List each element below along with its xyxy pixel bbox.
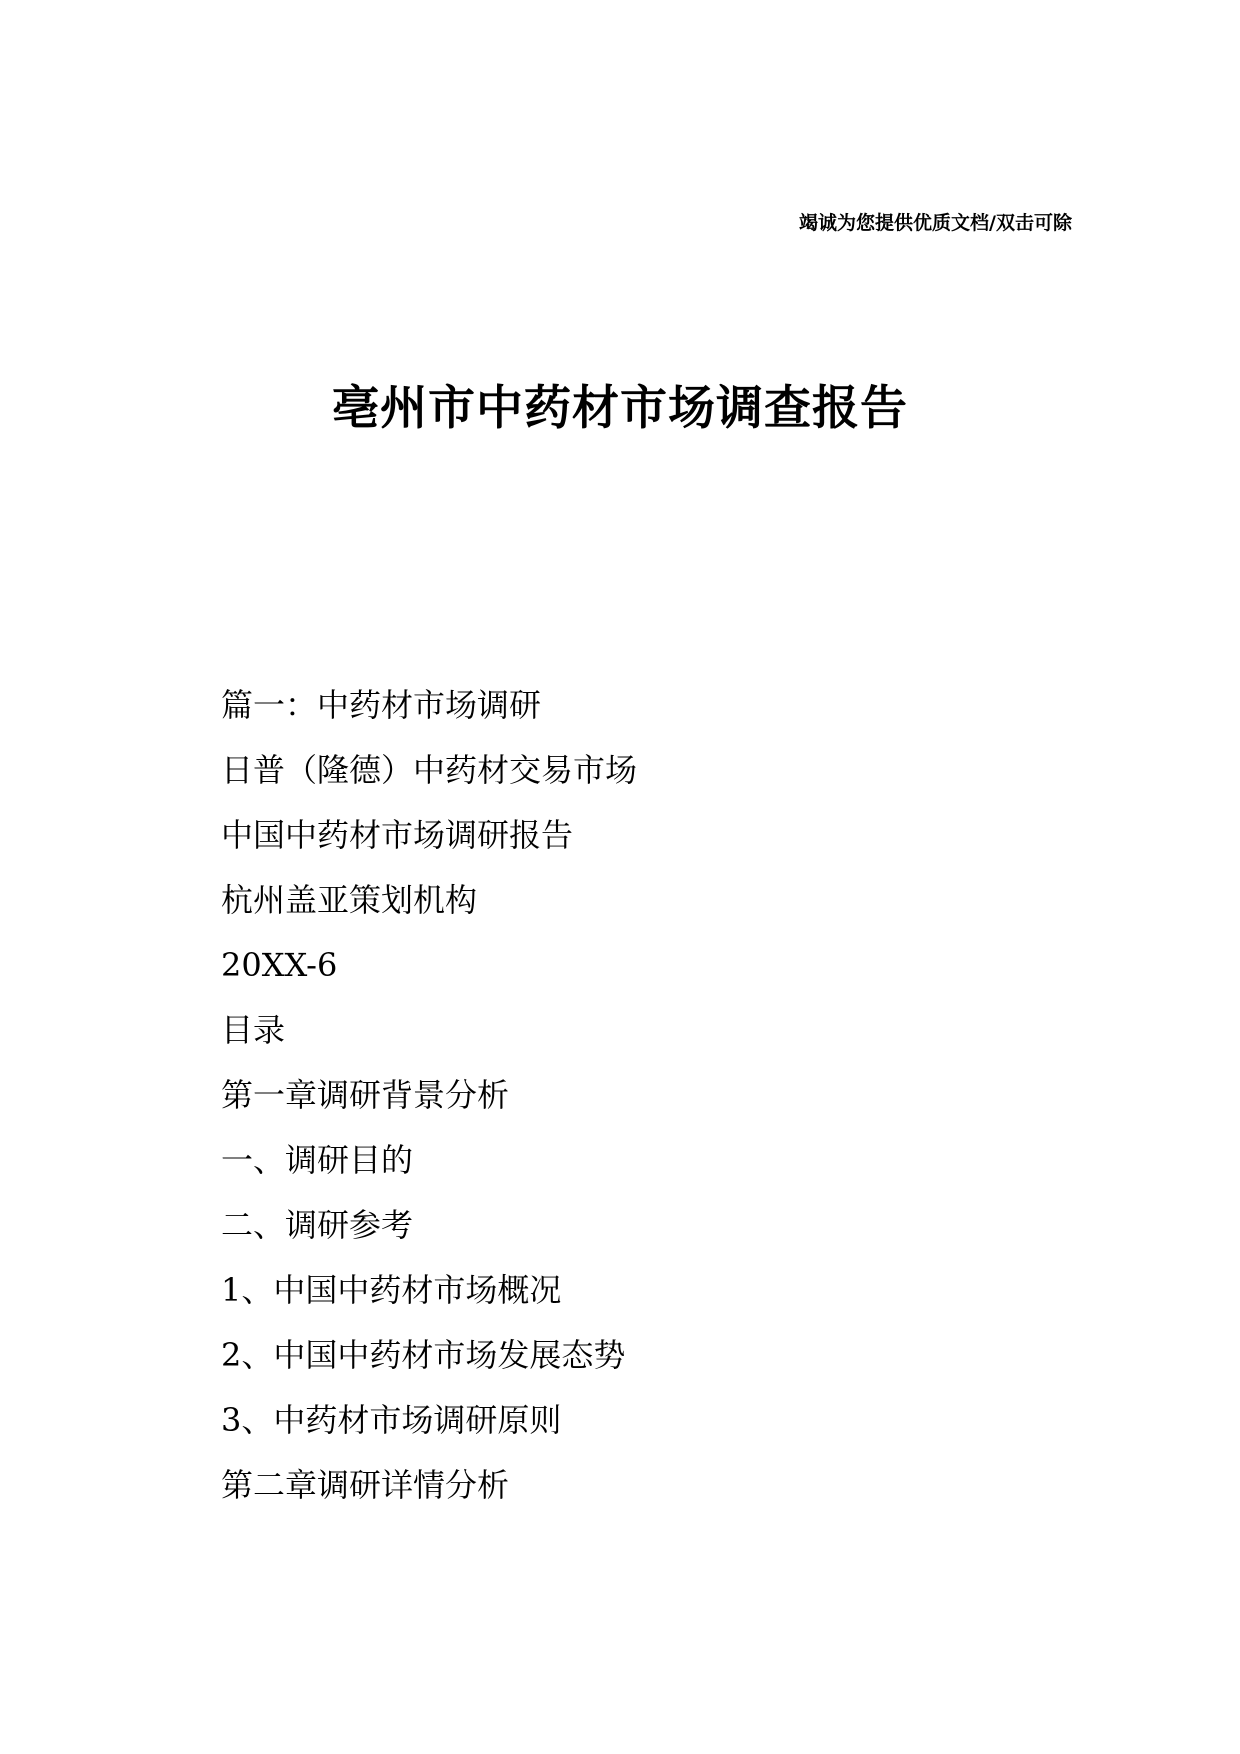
body-line: 杭州盖亚策划机构 bbox=[221, 881, 478, 919]
body-line: 3、中药材市场调研原则 bbox=[221, 1401, 562, 1439]
document-body bbox=[221, 683, 637, 1528]
body-line: 一、调研目的 bbox=[221, 1141, 414, 1179]
header-note: 竭诚为您提供优质文档/双击可除 bbox=[799, 212, 1072, 234]
body-line: 1、中国中药材市场概况 bbox=[221, 1271, 562, 1309]
body-line: 篇一：中药材市场调研 bbox=[221, 686, 542, 724]
body-line: 日普（隆德）中药材交易市场 bbox=[221, 751, 638, 789]
body-line: 二、调研参考 bbox=[221, 1206, 414, 1244]
document-title: 亳州市中药材市场调查报告 bbox=[332, 381, 908, 436]
body-line: 第二章调研详情分析 bbox=[221, 1466, 510, 1504]
body-line: 第一章调研背景分析 bbox=[221, 1076, 510, 1114]
body-line: 目录 bbox=[221, 1011, 286, 1049]
body-line: 中国中药材市场调研报告 bbox=[221, 816, 574, 854]
body-line: 20XX-6 bbox=[221, 946, 338, 984]
body-line: 2、中国中药材市场发展态势 bbox=[221, 1336, 626, 1374]
